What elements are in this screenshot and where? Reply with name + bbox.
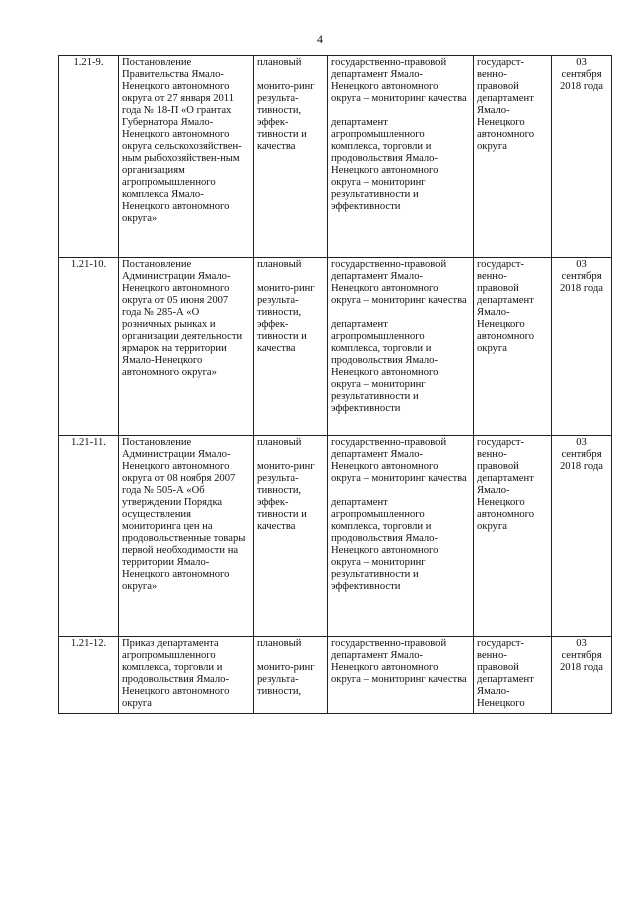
document-cell: Приказ департамента агропромышленного комплекса, торговли и продовольствия Ямало-Ненецкого автономного округа [119, 637, 254, 714]
responsible-cell: государственно-правовой департамент Ямало-Ненецкого автономного округа – мониторинг качества [328, 637, 474, 714]
row-number: 1.21-12. [59, 637, 119, 714]
row-number: 1.21-11. [59, 436, 119, 637]
table-row [59, 436, 612, 637]
deadline-cell: 03 сентября 2018 года [552, 637, 612, 714]
responsible-quality: государственно-правовой департамент Ямало-Ненецкого автономного округа – мониторинг качества [331, 259, 467, 306]
monitoring-type-cell [254, 637, 328, 714]
deadline-cell: 03 сентября 2018 года [552, 56, 612, 258]
control-cell: государст-венно-правовой департамент Ямало-Ненецкого автономного округа [474, 258, 552, 436]
monitoring-kind: плановый [257, 259, 302, 270]
responsible-effectiveness: департамент агропромышленного комплекса, торговли и продовольствия Ямало-Ненецкого автономного округа – мониторинг результативности и эффективности [331, 117, 439, 212]
monitoring-type-cell [254, 258, 328, 436]
page-number: 4 [317, 32, 323, 46]
monitoring-method: монито-ринг результа-тивности, [257, 662, 315, 697]
document-cell: Постановление Администрации Ямало-Ненецкого автономного округа от 08 ноября 2007 года № 505-А «Об утверждении Порядка осуществления мониторинга цен на продовольственные товары первой необходимости на территории Ямало-Ненецкого автономного округа» [119, 436, 254, 637]
control-cell: государст-венно-правовой департамент Ямало-Ненецкого автономного округа [474, 436, 552, 637]
row-number: 1.21-10. [59, 258, 119, 436]
document-cell: Постановление Правительства Ямало-Ненецкого автономного округа от 27 января 2011 года № 18-П «О грантах Губернатора Ямало-Ненецкого автономного округа сельскохозяйствен-ным рыбохозяйствен-ным организациям агропромышленного комплекса Ямало-Ненецкого автономного округа» [119, 56, 254, 258]
deadline-cell: 03 сентября 2018 года [552, 258, 612, 436]
responsible-cell [328, 56, 474, 258]
responsible-quality: государственно-правовой департамент Ямало-Ненецкого автономного округа – мониторинг качества [331, 57, 467, 104]
row-number: 1.21-9. [59, 56, 119, 258]
table-row [59, 258, 612, 436]
monitoring-method: монито-ринг результа-тивности, эффек-тивности и качества [257, 283, 315, 354]
monitoring-method: монито-ринг результа-тивности, эффек-тивности и качества [257, 81, 315, 152]
deadline-cell: 03 сентября 2018 года [552, 436, 612, 637]
responsible-effectiveness: департамент агропромышленного комплекса, торговли и продовольствия Ямало-Ненецкого автономного округа – мониторинг результативности и эффективности [331, 319, 439, 414]
acts-table [58, 55, 612, 714]
responsible-quality: государственно-правовой департамент Ямало-Ненецкого автономного округа – мониторинг качества [331, 437, 467, 484]
monitoring-kind: плановый [257, 638, 302, 649]
document-cell: Постановление Администрации Ямало-Ненецкого автономного округа от 05 июня 2007 года № 285-А «О розничных рынках и организации деятельности ярмарок на территории Ямало-Ненецкого автономного округа» [119, 258, 254, 436]
table-row [59, 637, 612, 714]
responsible-cell [328, 258, 474, 436]
monitoring-kind: плановый [257, 437, 302, 448]
monitoring-kind: плановый [257, 57, 302, 68]
control-cell: государст-венно-правовой департамент Ямало-Ненецкого автономного округа [474, 56, 552, 258]
control-cell: государст-венно-правовой департамент Ямало-Ненецкого [474, 637, 552, 714]
table-row [59, 56, 612, 258]
responsible-cell [328, 436, 474, 637]
monitoring-type-cell [254, 436, 328, 637]
responsible-effectiveness: департамент агропромышленного комплекса, торговли и продовольствия Ямало-Ненецкого автономного округа – мониторинг результативности и эффективности [331, 497, 439, 592]
monitoring-type-cell [254, 56, 328, 258]
monitoring-method: монито-ринг результа-тивности, эффек-тивности и качества [257, 461, 315, 532]
